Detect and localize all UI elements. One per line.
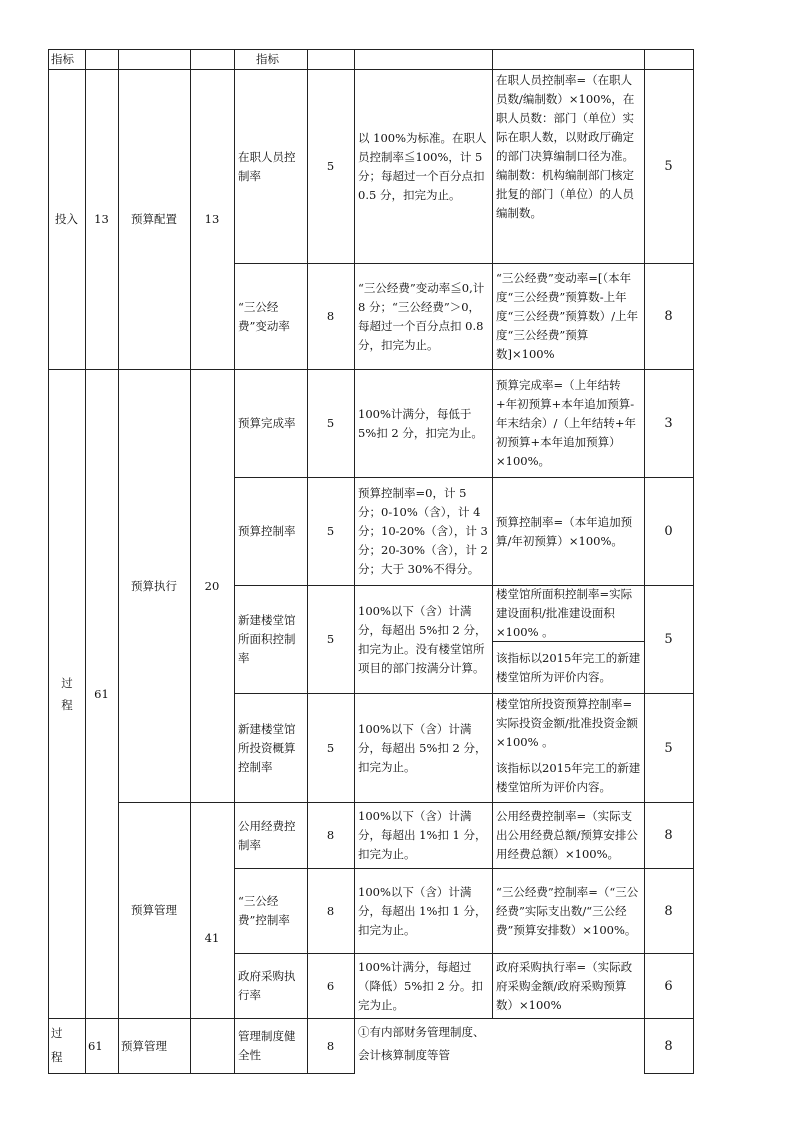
indicator-score: 5: [326, 416, 335, 430]
level1-process: 过程: [61, 676, 73, 712]
indicator-score: 8: [326, 828, 335, 842]
indicator-score: 5: [326, 159, 335, 173]
indicator-name: 新建楼堂馆所面积控制率: [238, 613, 296, 665]
indicator-standard: “三公经费”变动率≦0,计 8 分；“三公经费”＞0，每超过一个百分点扣 0.8 分，扣完为止。: [358, 280, 485, 352]
indicator-score: 8: [326, 903, 335, 918]
table-rule: [48, 1073, 354, 1074]
indicator-score: 8: [326, 1038, 335, 1053]
indicator-name: 预算完成率: [238, 416, 296, 430]
indicator-note: 该指标以2015年完工的新建楼堂馆所为评价内容。: [496, 650, 641, 684]
table-rule: [693, 49, 694, 1074]
indicator-name: 新建楼堂馆所投资概算控制率: [238, 721, 296, 774]
indicator-name: “三公经费”控制率: [238, 894, 290, 927]
indicator-explain: 楼堂馆所面积控制率=实际建设面积/批准建设面积×100% 。: [496, 587, 633, 639]
indicator-standard: 预算控制率=0，计 5 分；0-10%（含），计 4 分；10-20%（含），计 3 分；20-30%（含），计 2 分；大于 30%不得分。: [358, 486, 488, 576]
indicator-explain: “三公经费”变动率=[（本年度“三公经费”预算数-上年度“三公经费”预算数）/上年度“三公经费”预算数]×100%: [496, 271, 639, 361]
indicator-score: 5: [326, 632, 335, 646]
indicator-name: 预算控制率: [238, 524, 296, 538]
header-indicator-3: 指标: [256, 52, 279, 66]
indicator-explain: 楼堂馆所投资预算控制率=实际投资金额/批准投资金额×100% 。: [496, 697, 638, 749]
indicator-score: 6: [326, 978, 335, 993]
indicator-score: 5: [326, 524, 335, 538]
level1-process-repeat-score: 61: [88, 1038, 103, 1053]
indicator-score: 5: [326, 740, 335, 755]
level1-process-repeat: 过程: [51, 1026, 63, 1064]
indicator-standard: ①有内部财务管理制度、会计核算制度等管: [358, 1025, 485, 1062]
indicator-explain: 预算完成率=（上年结转+年初预算+本年追加预算-年末结余）/（上年结转+年初预算+本年追加预算）×100%。: [496, 378, 637, 468]
indicator-standard: 100%以下（含）计满分，每超出 1%扣 1 分，扣完为止。: [358, 884, 487, 937]
indicator-name: 政府采购执行率: [238, 969, 296, 1002]
table-rule: [644, 1073, 694, 1074]
indicator-result: 5: [664, 740, 673, 756]
indicator-result: 5: [664, 632, 673, 647]
indicator-explain: “三公经费”控制率=（“三公经费”实际支出数/“三公经费”预算安排数）×100%。: [496, 884, 639, 937]
level2-budget-config: 预算配置: [131, 212, 177, 226]
indicator-result: 5: [664, 159, 673, 174]
level2-budget-mgmt-score: 41: [204, 930, 220, 945]
indicator-standard: 以 100%为标准。在职人员控制率≦100%，计 5分；每超过一个百分点扣 0.5 分，扣完为止。: [358, 130, 487, 202]
indicator-result: 6: [664, 978, 673, 994]
indicator-result: 8: [664, 1038, 673, 1054]
indicator-standard: 100%以下（含）计满分，每超出 5%扣 2 分，扣完为止。没有楼堂馆所项目的部门按满分计算。: [358, 603, 487, 675]
indicator-explain: 政府采购执行率=（实际政府采购金额/政府采购预算数）×100%: [496, 959, 633, 1012]
indicator-standard: 100%计满分，每低于 5%扣 2 分，扣完为止。: [358, 406, 483, 440]
indicator-standard: 100%以下（含）计满分，每超出 5%扣 2 分，扣完为止。: [358, 721, 487, 774]
table-rule: [48, 49, 694, 50]
indicator-explain: [493, 1021, 644, 1073]
level1-input-score: 13: [94, 212, 109, 226]
indicator-result: 8: [664, 309, 673, 324]
indicator-explain: 预算控制率=（本年追加预算/年初预算）×100%。: [496, 514, 633, 548]
level2-budget-exec-score: 20: [204, 578, 220, 593]
header-indicator-1: 指标: [51, 52, 74, 66]
indicator-result: 8: [664, 828, 673, 843]
level2-budget-exec: 预算执行: [131, 578, 177, 593]
level2-budget-config-score: 13: [204, 212, 220, 226]
indicator-name: 在职人员控制率: [238, 149, 296, 183]
indicator-result: 0: [664, 524, 673, 539]
indicator-standard: 100%计满分，每超过（降低）5%扣 2 分。扣完为止。: [358, 959, 483, 1012]
indicator-standard: 100%以下（含）计满分，每超出 1%扣 1 分，扣完为止。: [358, 809, 487, 861]
indicator-result: 3: [664, 416, 673, 431]
level1-process-score: 61: [94, 686, 109, 701]
evaluation-table: [48, 49, 694, 1074]
indicator-explain: 公用经费控制率=（实际支出公用经费总额/预算安排公用经费总额）×100%。: [496, 809, 638, 861]
level2-budget-mgmt-repeat: 预算管理: [121, 1038, 167, 1053]
indicator-note: 该指标以2015年完工的新建楼堂馆所为评价内容。: [496, 761, 641, 794]
level2-budget-mgmt: 预算管理: [131, 903, 177, 917]
indicator-explain: 在职人员控制率=（在职人员数/编制数）×100%，在职人员数：部门（单位）实际在职人数，以财政厅确定的部门决算编制口径为准。 编制数：机构编制部门核定批复的部门（单位）的人员编制数。: [496, 73, 635, 220]
indicator-score: 8: [326, 309, 335, 323]
indicator-name: “三公经费”变动率: [238, 299, 290, 333]
indicator-name: 公用经费控制率: [238, 818, 296, 852]
indicator-result: 8: [664, 903, 673, 919]
indicator-name: 管理制度健全性: [238, 1029, 296, 1062]
level1-input: 投入: [55, 212, 78, 226]
